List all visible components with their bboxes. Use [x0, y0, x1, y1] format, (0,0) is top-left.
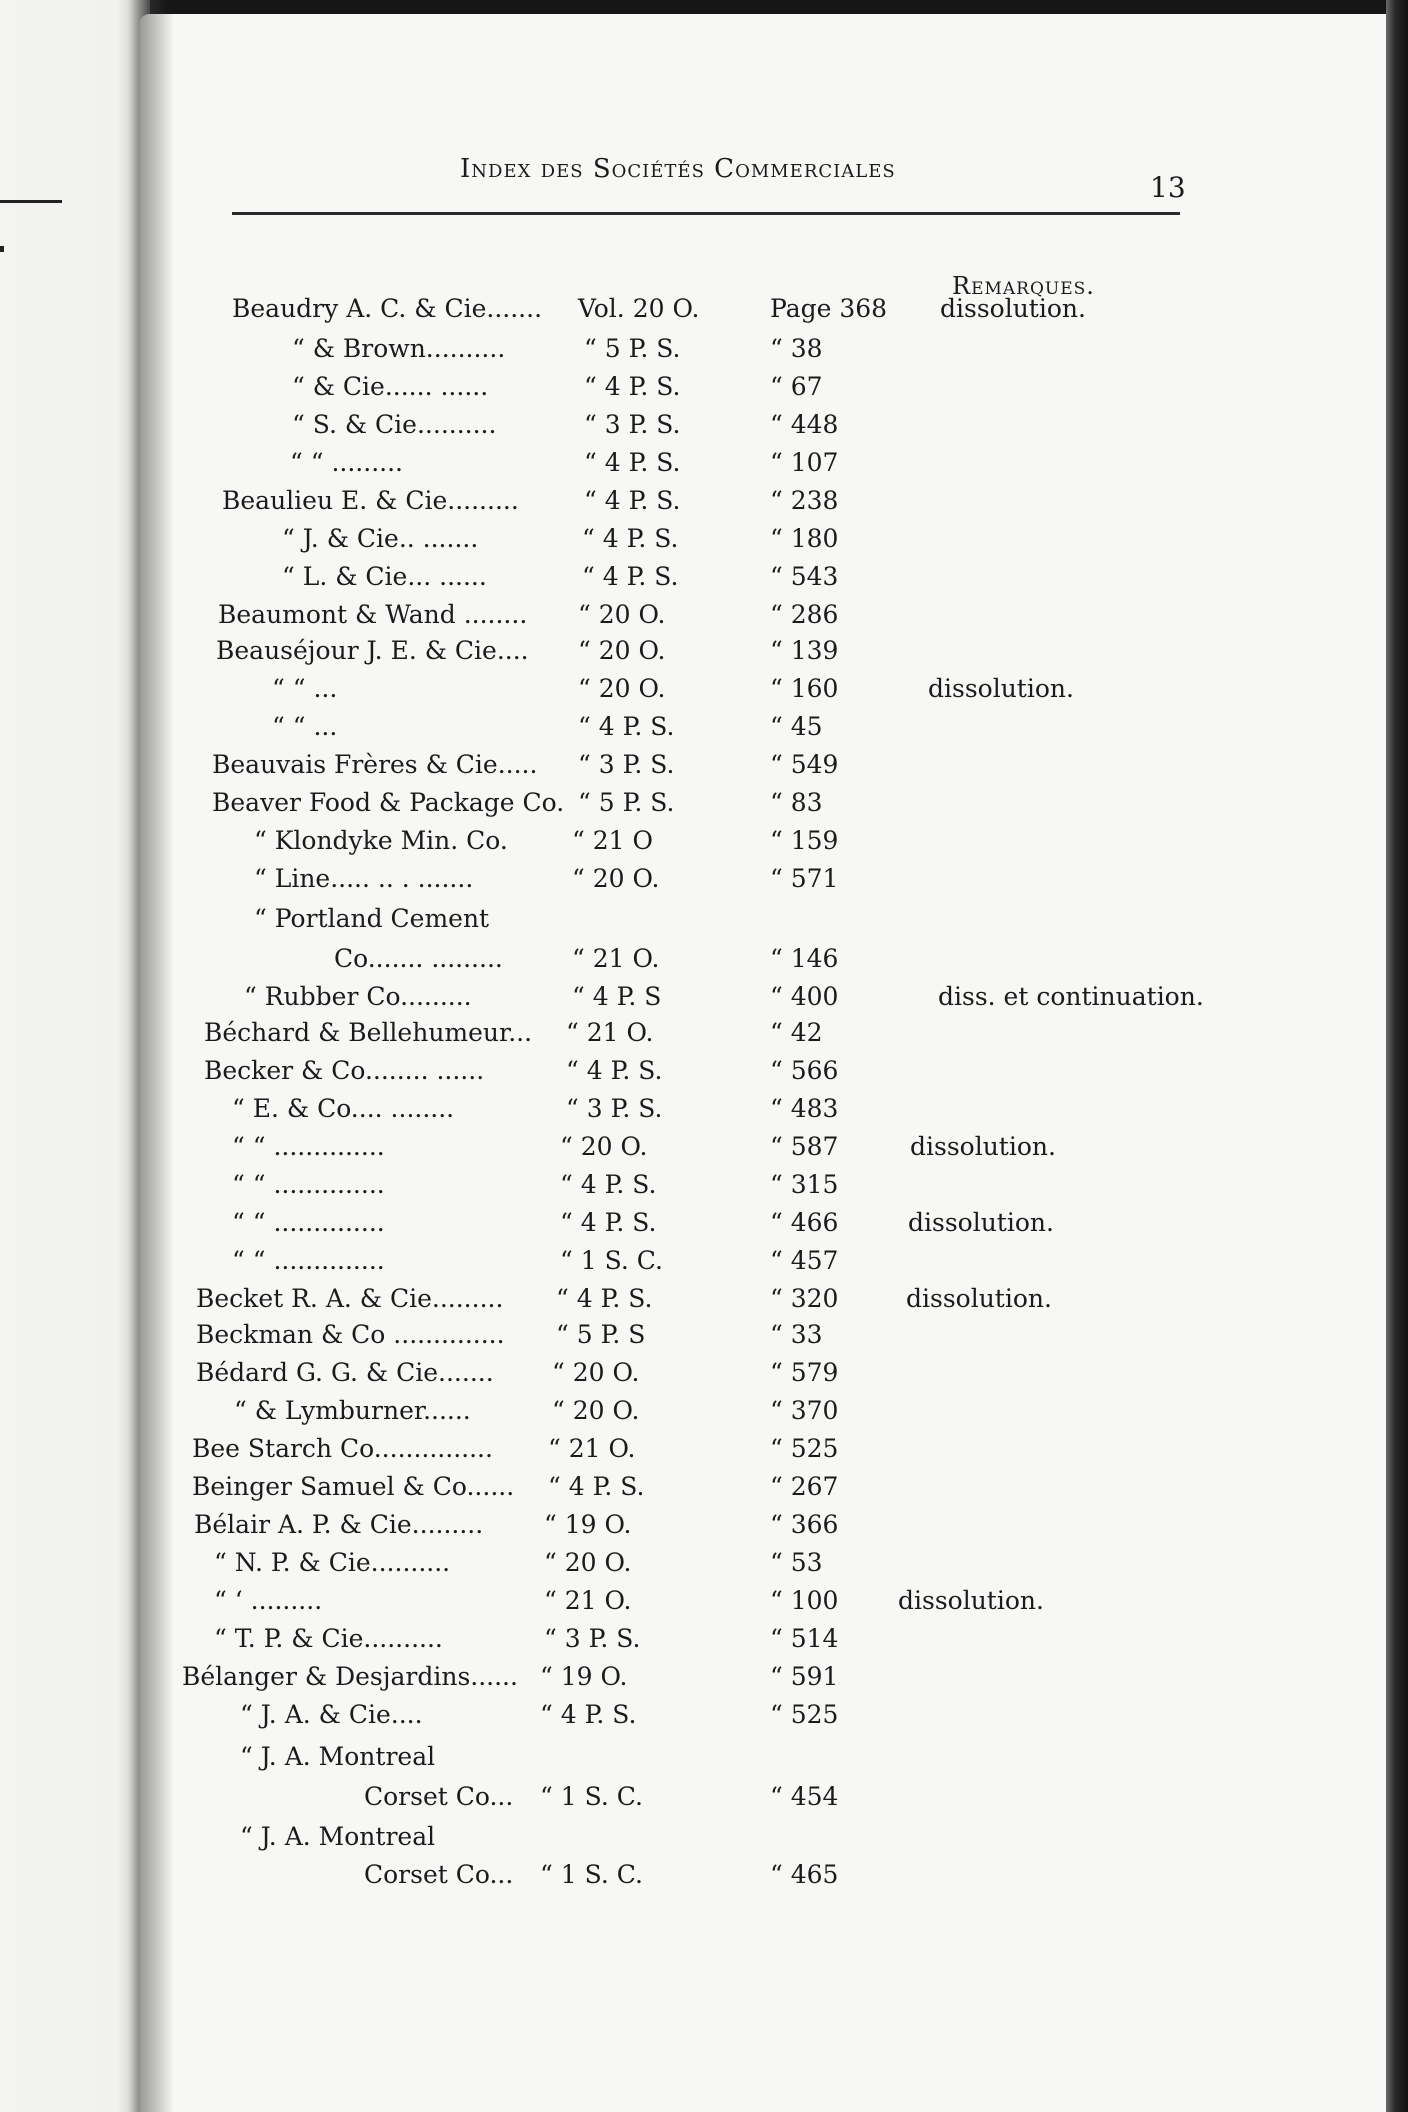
entry-company-name: “ T. P. & Cie.......... — [214, 1624, 443, 1653]
entry-volume: “ 4 P. S — [572, 982, 662, 1011]
entry-company-name: Beinger Samuel & Co...... — [192, 1472, 515, 1501]
entry-page: “ 457 — [770, 1246, 839, 1275]
entry-page: “ 566 — [770, 1056, 839, 1085]
entry-company-name: “ “ .............. — [232, 1208, 385, 1237]
entry-volume: “ 4 P. S. — [584, 448, 681, 477]
entry-page: “ 238 — [770, 486, 839, 515]
entry-page: “ 400 — [770, 982, 839, 1011]
entry-volume: “ 20 O. — [552, 1396, 640, 1425]
entry-company-name: “ & Lymburner...... — [234, 1396, 471, 1425]
entry-volume: “ 4 P. S. — [560, 1170, 657, 1199]
entry-volume: “ 4 P. S. — [584, 372, 681, 401]
entry-company-name: Bédard G. G. & Cie....... — [196, 1358, 494, 1387]
entry-page: “ 107 — [770, 448, 839, 477]
entry-remark: dissolution. — [906, 1284, 1052, 1313]
entry-page: “ 33 — [770, 1320, 823, 1349]
entry-remark: dissolution. — [940, 294, 1086, 323]
entry-company-name: “ J. A. & Cie.... — [240, 1700, 423, 1729]
book-edge-shadow — [1386, 0, 1408, 2112]
entry-company-name: “ Portland Cement — [254, 904, 490, 933]
entry-company-name: Corset Co... — [364, 1782, 514, 1811]
entry-company-name: “ L. & Cie... ...... — [282, 562, 487, 591]
entry-company-name: Becker & Co........ ...... — [204, 1056, 485, 1085]
entry-page: “ 448 — [770, 410, 839, 439]
entry-company-name: Beauvais Frères & Cie..... — [212, 750, 538, 779]
page-gutter-shading — [140, 14, 174, 2112]
entry-company-name: Corset Co... — [364, 1860, 514, 1889]
entry-volume: “ 3 P. S. — [578, 750, 675, 779]
entry-company-name: “ & Cie...... ...... — [292, 372, 489, 401]
entry-volume: “ 20 O. — [544, 1548, 632, 1577]
entry-company-name: “ J. & Cie.. ....... — [282, 524, 479, 553]
entry-volume: “ 19 O. — [544, 1510, 632, 1539]
entry-page: “ 146 — [770, 944, 839, 973]
entry-volume: “ 4 P. S. — [548, 1472, 645, 1501]
header-rule — [232, 212, 1180, 215]
entry-page: “ 525 — [770, 1700, 839, 1729]
entry-page: “ 67 — [770, 372, 823, 401]
entry-page: “ 320 — [770, 1284, 839, 1313]
entry-page: “ 454 — [770, 1782, 839, 1811]
entry-company-name: Bélair A. P. & Cie......... — [194, 1510, 484, 1539]
entry-company-name: “ N. P. & Cie.......... — [214, 1548, 451, 1577]
entry-volume: “ 20 O. — [560, 1132, 648, 1161]
entry-company-name: “ “ ......... — [290, 448, 403, 477]
entry-company-name: “ Rubber Co......... — [244, 982, 472, 1011]
entry-company-name: “ “ .............. — [232, 1132, 385, 1161]
entry-page: “ 543 — [770, 562, 839, 591]
entry-page: “ 45 — [770, 712, 823, 741]
entry-volume: “ 21 O. — [544, 1586, 632, 1615]
entry-volume: “ 4 P. S. — [578, 712, 675, 741]
entry-volume: “ 3 P. S. — [544, 1624, 641, 1653]
entry-page: “ 38 — [770, 334, 823, 363]
entry-volume: “ 20 O. — [578, 600, 666, 629]
entry-page: “ 579 — [770, 1358, 839, 1387]
entry-page: “ 83 — [770, 788, 823, 817]
entry-volume: “ 4 P. S. — [584, 486, 681, 515]
entry-volume: “ 4 P. S. — [540, 1700, 637, 1729]
entry-company-name: Bee Starch Co............... — [192, 1434, 493, 1463]
entry-company-name: “ Klondyke Min. Co. — [254, 826, 508, 855]
entry-page: “ 159 — [770, 826, 839, 855]
entry-page: “ 160 — [770, 674, 839, 703]
entry-company-name: “ “ .............. — [232, 1246, 385, 1275]
entry-volume: “ 1 S. C. — [540, 1860, 643, 1889]
entry-volume: “ 21 O. — [566, 1018, 654, 1047]
entry-company-name: Co....... ......... — [334, 944, 503, 973]
facing-page-rule — [0, 200, 62, 203]
entry-company-name: Beauséjour J. E. & Cie.... — [216, 636, 529, 665]
entry-company-name: “ & Brown.......... — [292, 334, 506, 363]
entry-page: “ 286 — [770, 600, 839, 629]
entry-company-name: Becket R. A. & Cie......... — [196, 1284, 504, 1313]
entry-volume: “ 5 P. S. — [584, 334, 681, 363]
entry-page: “ 315 — [770, 1170, 839, 1199]
entry-remark: diss. et continuation. — [938, 982, 1204, 1011]
entry-page: “ 591 — [770, 1662, 839, 1691]
entry-volume: Vol. 20 O. — [578, 294, 700, 323]
entry-volume: “ 1 S. C. — [540, 1782, 643, 1811]
entry-volume: “ 19 O. — [540, 1662, 628, 1691]
entry-company-name: Beaver Food & Package Co. — [212, 788, 565, 817]
entry-page: “ 100 — [770, 1586, 839, 1615]
entry-company-name: Beaumont & Wand ........ — [218, 600, 528, 629]
entry-volume: “ 20 O. — [572, 864, 660, 893]
entry-remark: dissolution. — [910, 1132, 1056, 1161]
entry-company-name: Beckman & Co .............. — [196, 1320, 505, 1349]
entry-page: Page 368 — [770, 294, 888, 323]
page-number: 13 — [1150, 171, 1186, 204]
entry-page: “ 370 — [770, 1396, 839, 1425]
entry-page: “ 571 — [770, 864, 839, 893]
entry-page: “ 366 — [770, 1510, 839, 1539]
entry-page: “ 466 — [770, 1208, 839, 1237]
entry-page: “ 180 — [770, 524, 839, 553]
entry-page: “ 465 — [770, 1860, 839, 1889]
entry-volume: “ 5 P. S — [556, 1320, 646, 1349]
entry-company-name: “ “ ... — [272, 674, 338, 703]
entry-volume: “ 3 P. S. — [566, 1094, 663, 1123]
entry-volume: “ 21 O — [572, 826, 653, 855]
entry-company-name: Beaudry A. C. & Cie....... — [232, 294, 543, 323]
entry-page: “ 514 — [770, 1624, 839, 1653]
entry-company-name: “ Line..... .. . ....... — [254, 864, 474, 893]
entry-volume: “ 4 P. S. — [556, 1284, 653, 1313]
entry-remark: dissolution. — [908, 1208, 1054, 1237]
entry-company-name: “ ‘ ......... — [214, 1586, 323, 1615]
entry-page: “ 587 — [770, 1132, 839, 1161]
entry-company-name: “ “ ... — [272, 712, 338, 741]
entry-volume: “ 20 O. — [578, 636, 666, 665]
entry-volume: “ 5 P. S. — [578, 788, 675, 817]
running-head: Index des Sociétés Commerciales — [460, 154, 896, 184]
entry-page: “ 483 — [770, 1094, 839, 1123]
entry-volume: “ 21 O. — [572, 944, 660, 973]
entry-volume: “ 4 P. S. — [566, 1056, 663, 1085]
entry-volume: “ 21 O. — [548, 1434, 636, 1463]
entry-company-name: “ S. & Cie.......... — [292, 410, 497, 439]
entry-company-name: Bélanger & Desjardins...... — [182, 1662, 518, 1691]
entry-company-name: “ “ .............. — [232, 1170, 385, 1199]
entry-volume: “ 4 P. S. — [582, 524, 679, 553]
entry-company-name: “ E. & Co.... ........ — [232, 1094, 455, 1123]
entry-volume: “ 4 P. S. — [560, 1208, 657, 1237]
entry-page: “ 549 — [770, 750, 839, 779]
entry-company-name: Beaulieu E. & Cie......... — [222, 486, 519, 515]
entry-volume: “ 3 P. S. — [584, 410, 681, 439]
entry-company-name: “ J. A. Montreal — [240, 1822, 436, 1851]
entry-page: “ 139 — [770, 636, 839, 665]
entry-remark: dissolution. — [928, 674, 1074, 703]
entry-volume: “ 20 O. — [578, 674, 666, 703]
entry-remark: dissolution. — [898, 1586, 1044, 1615]
entry-company-name: Béchard & Bellehumeur... — [204, 1018, 533, 1047]
entry-page: “ 525 — [770, 1434, 839, 1463]
entry-page: “ 53 — [770, 1548, 823, 1577]
entry-company-name: “ J. A. Montreal — [240, 1742, 436, 1771]
entry-page: “ 42 — [770, 1018, 823, 1047]
facing-page-mark — [0, 246, 4, 252]
entry-volume: “ 20 O. — [552, 1358, 640, 1387]
entry-volume: “ 1 S. C. — [560, 1246, 663, 1275]
entry-page: “ 267 — [770, 1472, 839, 1501]
entry-volume: “ 4 P. S. — [582, 562, 679, 591]
remarques-column-header: Remarques. — [952, 272, 1095, 300]
